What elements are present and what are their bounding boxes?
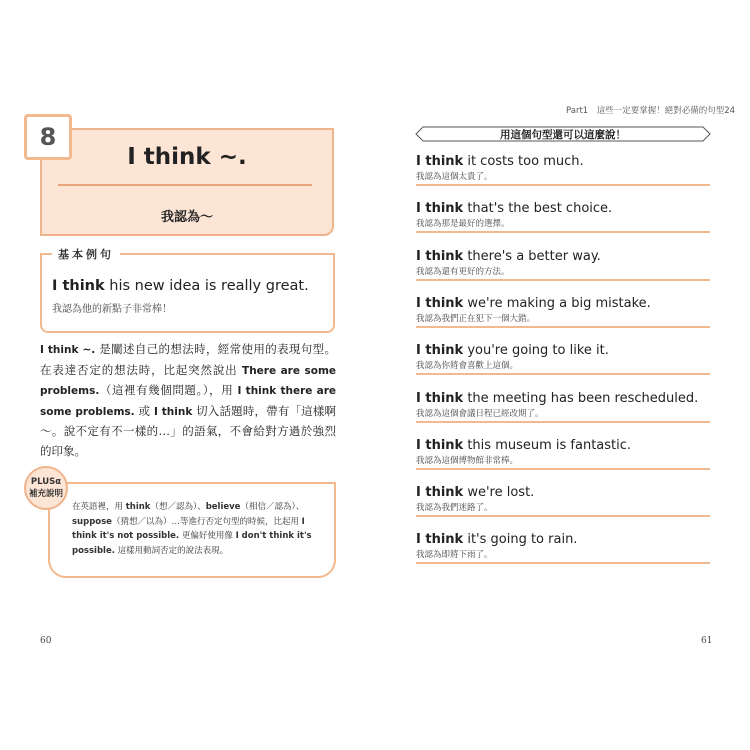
plus-note-text [72, 500, 328, 558]
sentence-english [416, 201, 612, 216]
example-rest: his new idea is really great. [104, 278, 309, 294]
sentence-translation: 我認為我們迷路了。 [416, 503, 493, 514]
sentence-rest: we're lost. [463, 485, 535, 501]
sentence-divider [416, 231, 710, 233]
section-label: 基本例句 [52, 246, 120, 262]
sentence-english [416, 391, 698, 406]
text-run: 切入話題時，帶有「這樣啊～。說不定有不一樣的…」的語氣，不會給對方過於強烈的印象。 [40, 403, 337, 458]
text-run: 或 [134, 403, 155, 418]
explanation-text [40, 340, 336, 461]
sentence-translation: 我認為這個太貴了。 [416, 172, 493, 182]
page-title: I think ~. [127, 144, 247, 170]
sentence-translation: 我認為還有更好的方法。 [416, 266, 510, 277]
sentence-divider [416, 326, 710, 328]
sentence-translation: 我認為那是最好的選擇。 [416, 219, 510, 230]
sentence-rest: this museum is fantastic. [463, 437, 632, 453]
sentence-english [416, 249, 601, 264]
sentence-divider [416, 421, 710, 423]
sentence-english [416, 296, 651, 311]
plus-badge [24, 466, 68, 510]
sentence-translation: 我認為這個會議日程已經改期了。 [416, 408, 544, 419]
text-run: 是闡述自己的想法時，經常使用的表現句型。在表達否定的想法時，比起突然說出 [40, 342, 336, 377]
sentence-divider [416, 468, 710, 470]
sentence-keyword: I think [416, 295, 464, 311]
text-run: （相信／認為）、 [240, 502, 305, 512]
sentence-english [416, 154, 584, 169]
english-term: suppose [72, 516, 112, 527]
sentence-divider [416, 184, 710, 186]
sentence-keyword: I think [416, 154, 464, 169]
plus-badge-subtitle: 補充說明 [28, 489, 63, 499]
text-run: 更偏好使用像 [179, 531, 236, 541]
sentence-translation: 我認為即將下雨了。 [416, 550, 493, 561]
english-term: I don't think it's possible. [72, 531, 312, 556]
example-translation: 我認為他的新點子非常棒！ [52, 304, 172, 315]
sentence-translation: 我認為你將會喜歡上這個。 [416, 361, 519, 372]
sentence-keyword: I think [416, 201, 464, 217]
sentence-english [416, 438, 631, 453]
text-run: 在英語裡，用 [72, 502, 126, 512]
english-term: I think [154, 405, 193, 418]
sentence-divider [416, 562, 710, 564]
sentence-divider [416, 279, 710, 281]
english-term: I think ~. [40, 344, 96, 356]
sentence-rest: it costs too much. [463, 154, 584, 169]
sentence-translation: 我認為我們正在犯下一個大錯。 [416, 313, 536, 324]
text-run: （這裡有幾個問題。），用 [99, 383, 238, 397]
english-term: believe [205, 502, 241, 512]
sentence-rest: the meeting has been rescheduled. [463, 390, 699, 406]
sentence-rest: we're making a big mistake. [463, 295, 651, 311]
page-number-right: 61 [701, 636, 713, 646]
sentence-rest: that's the best choice. [463, 201, 613, 217]
text-run: （猜想／以為）…等進行否定句型的時候，比起用 [111, 516, 302, 527]
sentence-english [416, 485, 534, 500]
sentence-rest: you're going to like it. [463, 343, 609, 359]
sentence-rest: there's a better way. [463, 248, 601, 264]
sentence-divider [416, 373, 710, 375]
page-number-left: 60 [40, 636, 52, 646]
text-run: （想／認為）、 [150, 502, 206, 512]
title-divider [58, 184, 312, 186]
plus-badge-title: PLUSα [30, 477, 62, 487]
banner-title: 用這個句型還可以這麼說！ [500, 129, 626, 141]
sentence-translation: 我認為這個博物館非常棒。 [416, 455, 519, 466]
sentence-keyword: I think [416, 343, 464, 359]
title-translation: 我認為～ [160, 210, 213, 225]
english-term: think [125, 502, 151, 512]
pattern-number: 8 [24, 114, 72, 160]
sentence-english [416, 343, 609, 358]
example-sentence [52, 278, 309, 294]
english-term: There are some problems. [40, 364, 337, 397]
sentence-rest: it's going to rain. [463, 532, 578, 548]
sentence-english [416, 532, 577, 547]
sentence-divider [416, 515, 710, 517]
sentence-keyword: I think [416, 485, 464, 501]
english-term: I think there are some problems. [40, 385, 336, 418]
example-keyword: I think [52, 278, 105, 294]
running-header: Part1 這些一定要掌握！絕對必備的句型24 [566, 106, 736, 116]
english-term: I think it's not possible. [72, 516, 305, 541]
text-run: 這樣用動詞否定的說法表現。 [114, 545, 229, 556]
sentence-keyword: I think [416, 248, 464, 264]
sentence-keyword: I think [416, 437, 464, 453]
sentence-keyword: I think [416, 390, 464, 406]
sentence-keyword: I think [416, 532, 464, 548]
